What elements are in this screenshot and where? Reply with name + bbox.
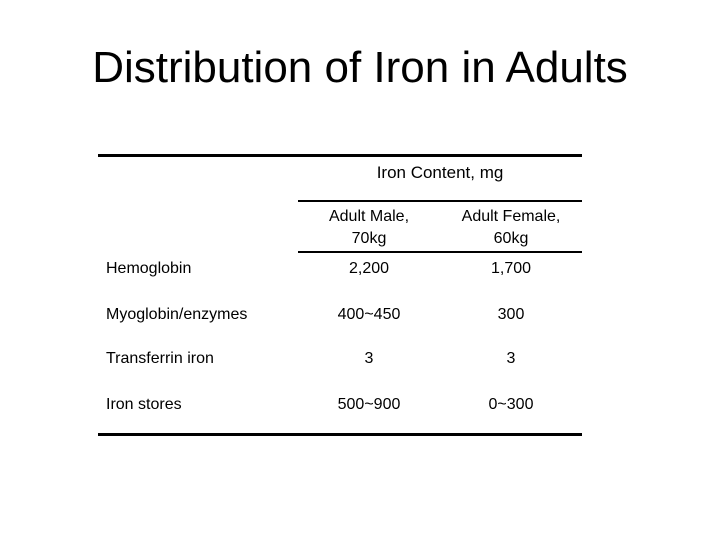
cell-transferrin-female: 3 [506,350,516,367]
cell-hemoglobin-female: 1,700 [490,260,532,277]
row-label-myoglobin-enzymes: Myoglobin/enzymes [106,306,248,323]
cell-iron-stores-male: 500~900 [337,396,401,413]
column-header-adult-male [298,206,440,250]
column-header-adult-female [440,206,582,250]
column-header-line: Adult Female, [461,208,561,225]
row-label-hemoglobin: Hemoglobin [106,260,192,277]
cell-iron-stores-female: 0~300 [488,396,534,413]
cell-myoglobin-male: 400~450 [337,306,401,323]
slide-title: Distribution of Iron in Adults [92,43,628,92]
column-header-line: Adult Male, [328,208,410,225]
table-top-rule [98,154,582,157]
cell-transferrin-male: 3 [364,350,374,367]
iron-content-header: Iron Content, mg [376,163,504,182]
row-label-iron-stores: Iron stores [106,396,182,413]
group-header-rule [298,200,582,202]
table-bottom-rule [98,433,582,436]
row-label-transferrin-iron: Transferrin iron [106,350,214,367]
column-header-line: 60kg [493,230,529,247]
cell-myoglobin-female: 300 [497,306,525,323]
column-header-line: 70kg [351,230,387,247]
cell-hemoglobin-male: 2,200 [348,260,390,277]
column-header-rule [298,251,582,253]
